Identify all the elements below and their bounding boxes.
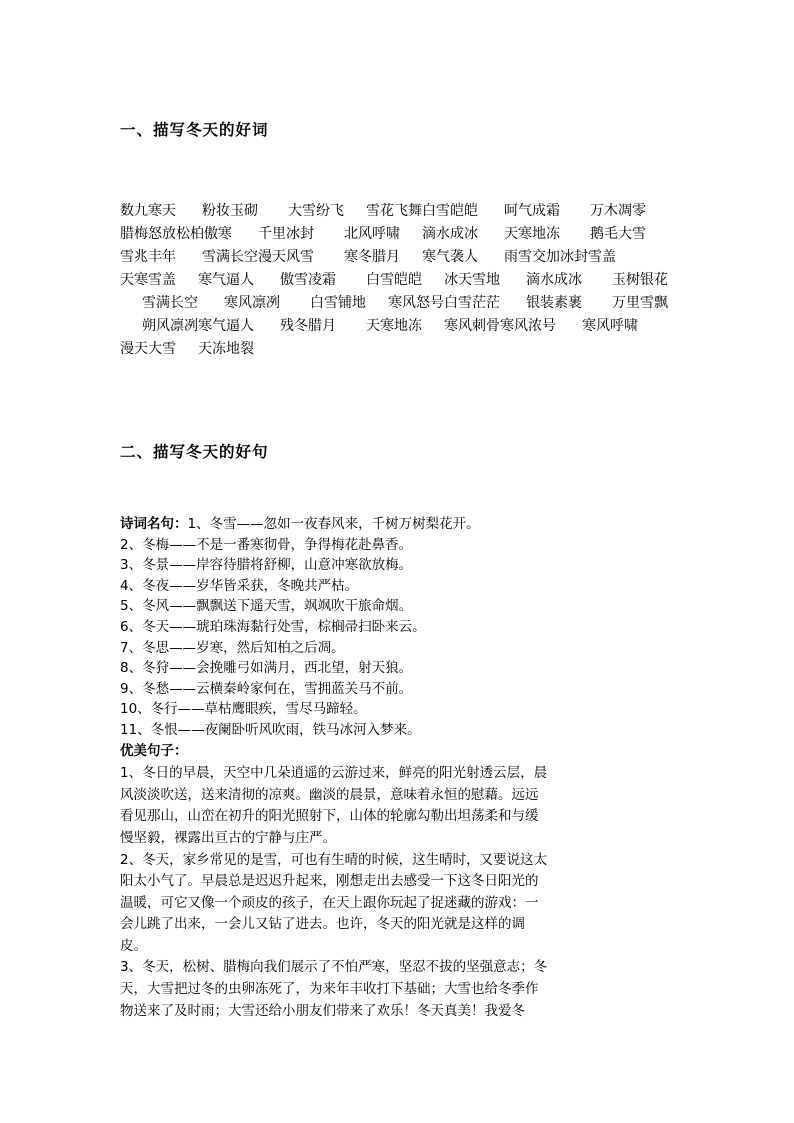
winter-word: 白雪铺地 xyxy=(310,295,366,311)
sentence-line: 物送来了及时雨；大雪还给小朋友们带来了欢乐！冬天真美！我爱冬 xyxy=(120,1002,525,1019)
winter-word: 千里冰封 xyxy=(258,226,314,242)
winter-word: 傲雪凌霜 xyxy=(280,272,336,288)
winter-word: 粉妆玉砌 xyxy=(202,203,258,219)
winter-word: 天寒地冻 xyxy=(366,318,422,334)
sentence-line: 天，大雪把过冬的虫卵冻死了，为来年丰收打下基础；大雪也给冬季作 xyxy=(120,981,539,998)
winter-word: 寒风刺骨寒风浓号 xyxy=(444,318,556,334)
poem-line: 9、冬愁——云横秦岭家何在，雪拥蓝关马不前。 xyxy=(120,680,413,697)
sentence-line: 看见那山，山峦在初升的阳光照射下，山体的轮廓勾勒出坦荡柔和与缓 xyxy=(120,808,539,825)
winter-word: 呵气成霜 xyxy=(504,203,560,219)
winter-word: 寒气袭人 xyxy=(422,249,478,265)
winter-words-paragraph xyxy=(120,200,680,361)
winter-word: 冰天雪地 xyxy=(444,272,500,288)
poem-quotes-list xyxy=(120,514,680,761)
sentence-line: 2、冬天，家乡常见的是雪，可也有生晴的时候，这生晴时，又要说这太 xyxy=(120,851,548,868)
poem-line-first xyxy=(120,514,680,535)
winter-word: 残冬腊月 xyxy=(280,318,336,334)
poem-line: 2、冬梅——不是一番寒彻骨，争得梅花赴鼻香。 xyxy=(120,536,413,553)
poem-line: 10、冬行——草枯鹰眼疾，雪尽马蹄轻。 xyxy=(120,701,367,718)
winter-word: 雪花飞舞白雪皑皑 xyxy=(366,203,478,219)
winter-word: 漫天大雪 xyxy=(120,341,176,357)
winter-word: 滴水成冰 xyxy=(526,272,582,288)
winter-word: 玉树银花 xyxy=(612,272,668,288)
winter-word: 北风呼啸 xyxy=(344,226,400,242)
winter-word: 万木凋零 xyxy=(590,203,646,219)
winter-word: 天冻地裂 xyxy=(198,341,254,357)
poem-line: 8、冬狩——会挽雕弓如满月，西北望，射天狼。 xyxy=(120,660,413,677)
winter-word: 腊梅怒放松柏傲寒 xyxy=(120,226,232,242)
winter-word: 万里雪飘 xyxy=(612,295,668,311)
winter-word: 朔风凛冽寒气逼人 xyxy=(142,318,254,334)
poem-line: 4、冬夜——岁华皆采获，冬晚共严枯。 xyxy=(120,577,359,594)
winter-word: 白雪皑皑 xyxy=(366,272,422,288)
winter-word: 大雪纷飞 xyxy=(288,203,344,219)
winter-word: 数九寒天 xyxy=(120,203,176,219)
poem-line: 3、冬景——岸容待腊将舒柳，山意冲寒欲放梅。 xyxy=(120,557,413,574)
poem-line: 7、冬思——岁寒，然后知柏之后凋。 xyxy=(120,639,345,656)
sentence-line: 慢坚毅，裸露出亘古的宁静与庄严。 xyxy=(120,829,336,846)
winter-word: 雨雪交加冰封雪盖 xyxy=(504,249,616,265)
section-heading-sentences: 二、描写冬天的好句 xyxy=(120,443,269,461)
poem-line: 11、冬恨——夜阑卧听风吹雨，铁马冰河入梦来。 xyxy=(120,721,421,738)
sentence-line: 风淡淡吹送，送来清彻的凉爽。幽淡的晨景，意味着永恒的慰藉。远远 xyxy=(120,786,539,803)
winter-word: 寒风呼啸 xyxy=(582,318,638,334)
winter-word: 寒风凛冽 xyxy=(224,295,280,311)
sentence-line: 皮。 xyxy=(120,937,147,954)
winter-word: 天寒地冻 xyxy=(504,226,560,242)
winter-word: 寒气逼人 xyxy=(198,272,254,288)
winter-word: 寒风怒号白雪茫茫 xyxy=(388,295,500,311)
poem-line: 6、冬天——琥珀珠海黏行处雪，棕榈帚扫卧来云。 xyxy=(120,618,426,635)
winter-word: 寒冬腊月 xyxy=(344,249,400,265)
sentence-line: 1、冬日的早晨，天空中几朵逍遥的云游过来，鲜亮的阳光射透云层，晨 xyxy=(120,765,548,782)
winter-word: 鹅毛大雪 xyxy=(590,226,646,242)
sentence-line: 温暖，可它又像一个顽皮的孩子，在天上跟你玩起了捉迷藏的游戏：一 xyxy=(120,894,539,911)
beautiful-sentences-block xyxy=(120,763,680,1022)
winter-word: 滴水成冰 xyxy=(422,226,478,242)
section-heading-words: 一、描写冬天的好词 xyxy=(120,121,269,139)
sentence-line: 3、冬天，松树、腊梅向我们展示了不怕严寒，坚忍不拔的坚强意志；冬 xyxy=(120,959,548,976)
winter-word: 雪兆丰年 xyxy=(120,249,176,265)
poem-line: 5、冬风——飘飘送下遥天雪，飒飒吹干旅命烟。 xyxy=(120,598,413,615)
sentence-line: 会儿跳了出来，一会儿又钻了进去。也许，冬天的阳光就是这样的调 xyxy=(120,916,525,933)
sentences-label: 优美句子： xyxy=(120,742,188,759)
sentence-line: 阳太小气了。早晨总是迟迟升起来，刚想走出去感受一下这冬日阳光的 xyxy=(120,873,539,890)
winter-word: 雪满长空漫天风雪 xyxy=(202,249,314,265)
winter-word: 银装素裹 xyxy=(526,295,582,311)
winter-word: 雪满长空 xyxy=(142,295,198,311)
poems-label: 诗词名句： xyxy=(120,516,188,532)
poem-line-text: 1、冬雪——忽如一夜春风来，千树万树梨花开。 xyxy=(187,516,480,532)
winter-word: 天寒雪盖 xyxy=(120,272,176,288)
